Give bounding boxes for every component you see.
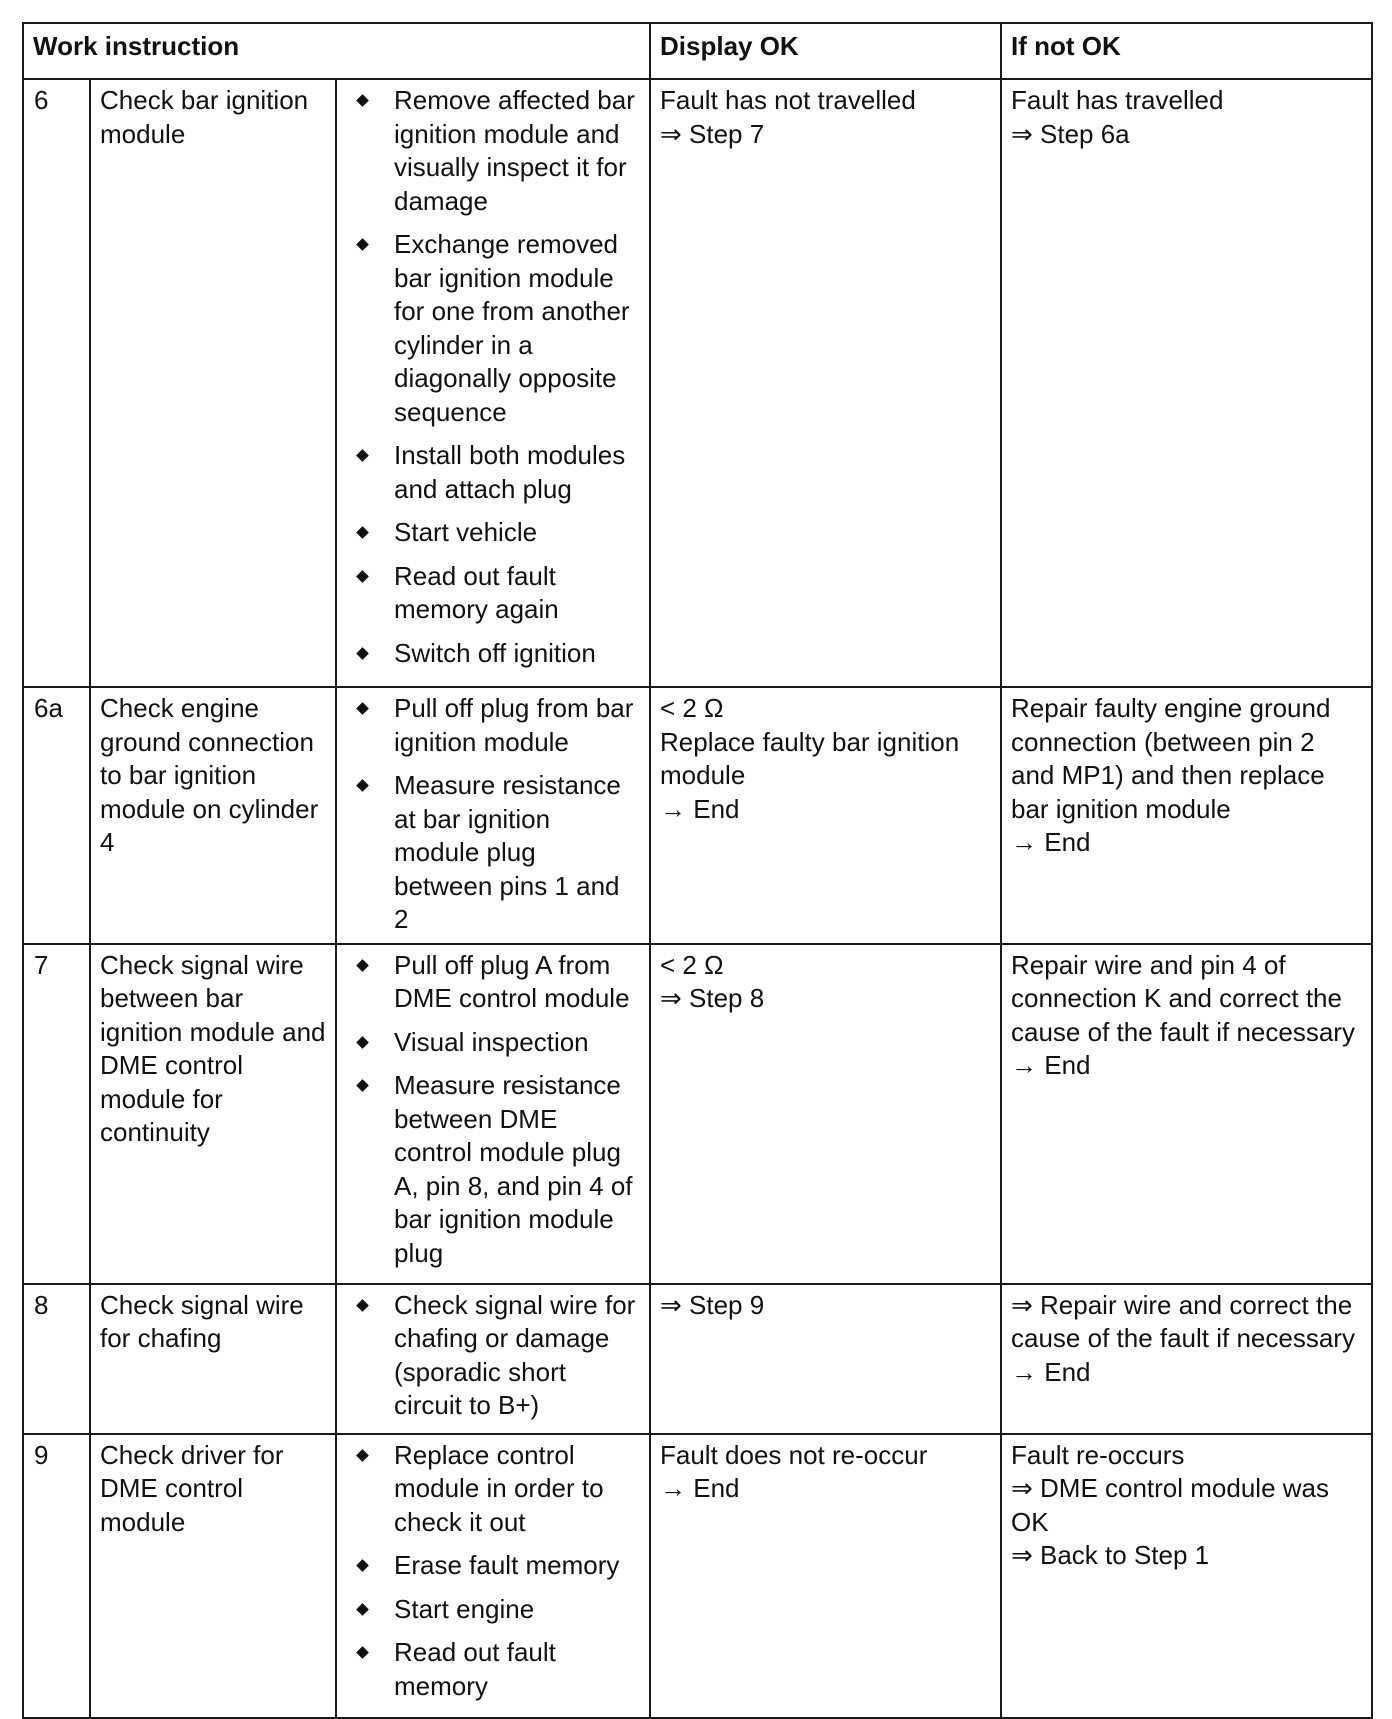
list-item [346,560,641,627]
header-work-instruction: Work instruction [23,23,650,79]
list-item [346,769,641,937]
if-not-ok-line: Fault re-occurs [1011,1439,1185,1470]
display-ok-line: ⇒ Step 9 [660,1289,765,1320]
header-if-not-ok: If not OK [1001,23,1372,79]
display-ok-line: Fault has not travelled [660,85,916,115]
instruction-list-cell [336,944,650,1284]
if-not-ok-line: Repair faulty engine ground connection (between pin 2 and MP1) and then replace bar ignition module [1011,693,1331,824]
display-ok-line: ⇒ Step 7 [660,118,765,149]
if-not-ok-cell [1001,687,1372,944]
diamond-bullet-icon [356,1646,369,1659]
instruction-list-cell [336,1284,650,1434]
step-number: 8 [23,1284,90,1434]
instruction-list-cell [336,1434,650,1718]
if-not-ok-cell [1001,79,1372,687]
instruction-list-cell [336,79,650,687]
display-ok-cell [650,687,1001,944]
if-not-ok-cell [1001,944,1372,1284]
if-not-ok-line: → End [1011,827,1091,857]
instruction-list [346,1439,641,1704]
instruction-text: Pull off plug A from DME control module [394,949,630,1013]
display-ok-line: Fault does not re-occur [660,1439,928,1470]
display-ok-cell [650,944,1001,1284]
instruction-text: Read out fault memory again [394,560,559,624]
header-display-ok: Display OK [650,23,1001,79]
instruction-list [346,84,641,670]
diamond-bullet-icon [356,1299,369,1312]
if-not-ok-line: ⇒ DME control module was OK [1011,1473,1330,1537]
display-ok-line: < 2 Ω [660,693,724,723]
diamond-bullet-icon [356,1559,369,1572]
step-title: Check driver for DME control module [90,1434,336,1718]
instruction-text: Measure resistance between DME control module plug A, pin 8, and pin 4 of bar ignition module plug [394,1070,633,1268]
diamond-bullet-icon [356,1603,369,1616]
instruction-text: Start vehicle [394,517,538,547]
if-not-ok-line: Repair wire and pin 4 of connection K and correct the cause of the fault if necessary [1011,949,1355,1047]
diamond-bullet-icon [356,1449,369,1462]
list-item [346,516,641,550]
instruction-text: Start engine [394,1593,535,1624]
step-title: Check signal wire between bar ignition module and DME control module for continuity [90,944,336,1284]
table-row [23,687,1372,944]
if-not-ok-cell [1001,1284,1372,1434]
diamond-bullet-icon [356,1079,369,1092]
list-item [346,692,641,759]
work-instruction-table [22,22,1373,1719]
instruction-text: Pull off plug from bar ignition module [394,693,634,757]
step-number: 9 [23,1434,90,1718]
instruction-list [346,949,641,1271]
table-row [23,1434,1372,1718]
table-row [23,944,1372,1284]
instruction-text: Replace control module in order to check it out [394,1439,604,1537]
instruction-text: Install both modules and attach plug [394,440,626,504]
if-not-ok-line: → End [1011,1356,1091,1387]
diamond-bullet-icon [356,647,369,660]
header-row [23,23,1372,79]
diamond-bullet-icon [356,238,369,251]
diamond-bullet-icon [356,94,369,107]
step-title: Check signal wire for chafing [90,1284,336,1434]
display-ok-line: ⇒ Step 8 [660,983,765,1013]
if-not-ok-line: ⇒ Step 6a [1011,118,1130,149]
display-ok-line: < 2 Ω [660,949,724,980]
diamond-bullet-icon [356,702,369,715]
display-ok-line: Replace faulty bar ignition module [660,726,960,790]
diamond-bullet-icon [356,779,369,792]
diamond-bullet-icon [356,1036,369,1049]
list-item [346,1026,641,1060]
if-not-ok-line: Fault has travelled [1011,85,1224,115]
instruction-text: Check signal wire for chafing or damage (sporadic short circuit to B+) [394,1289,636,1420]
list-item [346,1439,641,1540]
diamond-bullet-icon [356,959,369,972]
list-item [346,637,641,671]
diamond-bullet-icon [356,526,369,539]
step-number: 6 [23,79,90,687]
instruction-text: Visual inspection [394,1026,589,1057]
diamond-bullet-icon [356,449,369,462]
list-item [346,84,641,218]
instruction-text: Erase fault memory [394,1550,620,1580]
list-item [346,1289,641,1423]
list-item [346,1069,641,1270]
instruction-text: Exchange removed bar ignition module for one from another cylinder in a diagonally opposite sequence [394,229,630,427]
if-not-ok-cell [1001,1434,1372,1718]
if-not-ok-line: → End [1011,1050,1091,1080]
instruction-list-cell [336,687,650,944]
list-item [346,228,641,429]
table-row [23,1284,1372,1434]
list-item [346,949,641,1016]
step-number: 6a [23,687,90,944]
display-ok-cell [650,1284,1001,1434]
display-ok-cell [650,1434,1001,1718]
if-not-ok-line: ⇒ Back to Step 1 [1011,1540,1210,1570]
if-not-ok-line: ⇒ Repair wire and correct the cause of the fault if necessary [1011,1289,1355,1353]
instruction-text: Switch off ignition [394,637,596,668]
list-item [346,439,641,506]
instruction-list [346,1289,641,1423]
instruction-text: Remove affected bar ignition module and visually inspect it for damage [394,85,635,216]
step-number: 7 [23,944,90,1284]
diamond-bullet-icon [356,570,369,583]
list-item [346,1549,641,1583]
instruction-text: Measure resistance at bar ignition module plug between pins 1 and 2 [394,770,621,934]
step-title: Check bar ignition module [90,79,336,687]
step-title: Check engine ground connection to bar ignition module on cylinder 4 [90,687,336,944]
instruction-text: Read out fault memory [394,1637,556,1701]
display-ok-line: → End [660,1473,740,1503]
table-row [23,79,1372,687]
display-ok-line: → End [660,793,740,824]
list-item [346,1636,641,1703]
display-ok-cell [650,79,1001,687]
instruction-list [346,692,641,937]
list-item [346,1593,641,1627]
